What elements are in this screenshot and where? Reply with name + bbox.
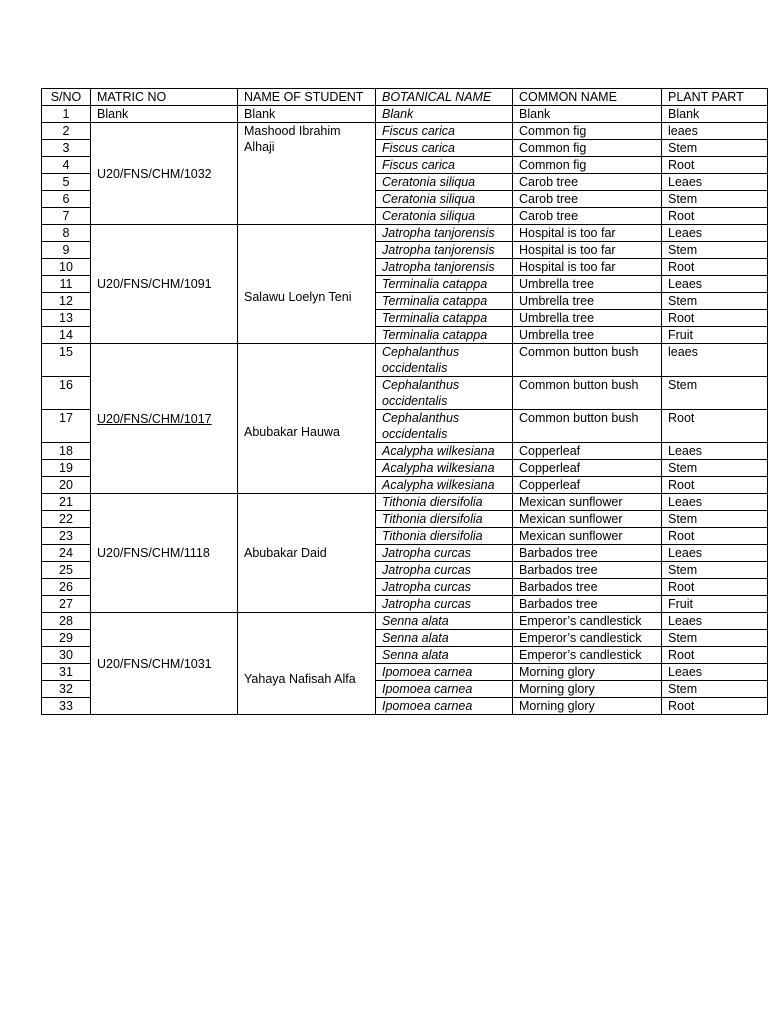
- cell-plant-part: Leaes: [662, 664, 768, 681]
- table-row: [42, 494, 768, 511]
- cell-sno: 28: [42, 613, 91, 630]
- cell-common-name: Umbrella tree: [513, 276, 662, 293]
- cell-sno: 22: [42, 511, 91, 528]
- table-row: [42, 613, 768, 630]
- cell-common-name: Hospital is too far: [513, 225, 662, 242]
- cell-sno: 10: [42, 259, 91, 276]
- cell-common-name: Copperleaf: [513, 460, 662, 477]
- cell-sno: 33: [42, 698, 91, 715]
- student-name-text: Abubakar Hauwa: [244, 425, 340, 439]
- cell-botanical-name: Fiscus carica: [376, 140, 513, 157]
- cell-common-name: Common fig: [513, 123, 662, 140]
- cell-common-name: Barbados tree: [513, 596, 662, 613]
- cell-sno: 3: [42, 140, 91, 157]
- cell-plant-part: Stem: [662, 377, 768, 410]
- cell-common-name: Carob tree: [513, 191, 662, 208]
- cell-plant-part: Root: [662, 698, 768, 715]
- matric-no-text: U20/FNS/CHM/1031: [97, 656, 212, 671]
- cell-common-name: Common button bush: [513, 410, 662, 443]
- student-name-text: Yahaya Nafisah Alfa: [244, 672, 356, 686]
- cell-matric-no: [91, 613, 238, 715]
- header-part: PLANT PART: [662, 89, 768, 106]
- cell-student-name: [238, 613, 376, 715]
- cell-botanical-name: Ipomoea carnea: [376, 681, 513, 698]
- cell-plant-part: Stem: [662, 511, 768, 528]
- cell-plant-part: Stem: [662, 562, 768, 579]
- cell-botanical-name: Tithonia diersifolia: [376, 528, 513, 545]
- cell-botanical-name: Tithonia diersifolia: [376, 494, 513, 511]
- cell-matric-no: [91, 225, 238, 344]
- cell-botanical-name: Ipomoea carnea: [376, 698, 513, 715]
- cell-botanical-name: Terminalia catappa: [376, 327, 513, 344]
- cell-common-name: Mexican sunflower: [513, 528, 662, 545]
- cell-plant-part: Leaes: [662, 174, 768, 191]
- cell-sno: 2: [42, 123, 91, 140]
- cell-sno: 18: [42, 443, 91, 460]
- cell-sno: 5: [42, 174, 91, 191]
- cell-common-name: Common button bush: [513, 344, 662, 377]
- cell-plant-part: Fruit: [662, 596, 768, 613]
- cell-botanical-name: Jatropha curcas: [376, 579, 513, 596]
- cell-common-name: Emperor’s candlestick: [513, 613, 662, 630]
- cell-botanical-name: Fiscus carica: [376, 123, 513, 140]
- cell-common-name: Emperor’s candlestick: [513, 647, 662, 664]
- cell-botanical-name: Cephalanthus occidentalis: [376, 377, 513, 410]
- table-row: [42, 225, 768, 242]
- cell-plant-part: Leaes: [662, 225, 768, 242]
- cell-common-name: Copperleaf: [513, 477, 662, 494]
- cell-botanical-name: Acalypha wilkesiana: [376, 477, 513, 494]
- cell-plant-part: Root: [662, 410, 768, 443]
- cell-botanical-name: Senna alata: [376, 630, 513, 647]
- cell-botanical-name: Cephalanthus occidentalis: [376, 410, 513, 443]
- student-name-text: Abubakar Daid: [244, 546, 327, 560]
- cell-matric-no: [91, 106, 238, 123]
- cell-common-name: Barbados tree: [513, 562, 662, 579]
- cell-plant-part: Root: [662, 157, 768, 174]
- cell-common-name: Mexican sunflower: [513, 494, 662, 511]
- cell-common-name: Morning glory: [513, 681, 662, 698]
- cell-plant-part: Root: [662, 259, 768, 276]
- cell-botanical-name: Fiscus carica: [376, 157, 513, 174]
- cell-common-name: Common button bush: [513, 377, 662, 410]
- cell-sno: 11: [42, 276, 91, 293]
- cell-common-name: Copperleaf: [513, 443, 662, 460]
- cell-sno: 1: [42, 106, 91, 123]
- cell-plant-part: leaes: [662, 123, 768, 140]
- cell-sno: 9: [42, 242, 91, 259]
- cell-botanical-name: Jatropha curcas: [376, 545, 513, 562]
- matric-no-text: U20/FNS/CHM/1017: [97, 411, 212, 426]
- cell-common-name: Hospital is too far: [513, 259, 662, 276]
- cell-plant-part: Leaes: [662, 613, 768, 630]
- cell-common-name: Mexican sunflower: [513, 511, 662, 528]
- cell-plant-part: Leaes: [662, 545, 768, 562]
- cell-sno: 23: [42, 528, 91, 545]
- cell-botanical-name: Senna alata: [376, 647, 513, 664]
- cell-botanical-name: Cephalanthus occidentalis: [376, 344, 513, 377]
- cell-sno: 30: [42, 647, 91, 664]
- matric-no-text: U20/FNS/CHM/1032: [97, 166, 212, 181]
- cell-sno: 17: [42, 410, 91, 443]
- cell-plant-part: Leaes: [662, 494, 768, 511]
- cell-plant-part: Leaes: [662, 443, 768, 460]
- cell-plant-part: Root: [662, 528, 768, 545]
- header-matric: MATRIC NO: [91, 89, 238, 106]
- cell-common-name: Umbrella tree: [513, 310, 662, 327]
- matric-no-text: Blank: [97, 107, 129, 121]
- student-name-text: Blank: [244, 107, 276, 121]
- cell-sno: 12: [42, 293, 91, 310]
- cell-student-name: [238, 344, 376, 494]
- cell-common-name: Common fig: [513, 140, 662, 157]
- header-common: COMMON NAME: [513, 89, 662, 106]
- cell-sno: 19: [42, 460, 91, 477]
- cell-sno: 31: [42, 664, 91, 681]
- cell-botanical-name: Tithonia diersifolia: [376, 511, 513, 528]
- cell-common-name: Barbados tree: [513, 545, 662, 562]
- table-row: [42, 344, 768, 377]
- cell-sno: 6: [42, 191, 91, 208]
- cell-botanical-name: Blank: [376, 106, 513, 123]
- student-name-text: Salawu Loelyn Teni: [244, 290, 352, 304]
- cell-botanical-name: Acalypha wilkesiana: [376, 443, 513, 460]
- cell-plant-part: Leaes: [662, 276, 768, 293]
- header-botanical: BOTANICAL NAME: [376, 89, 513, 106]
- table-row: [42, 123, 768, 140]
- cell-common-name: Common fig: [513, 157, 662, 174]
- cell-sno: 29: [42, 630, 91, 647]
- table-body: [42, 106, 768, 715]
- cell-sno: 4: [42, 157, 91, 174]
- cell-plant-part: Stem: [662, 681, 768, 698]
- cell-plant-part: Stem: [662, 242, 768, 259]
- header-row: [42, 89, 768, 106]
- plant-parts-table: [41, 88, 768, 715]
- cell-botanical-name: Terminalia catappa: [376, 276, 513, 293]
- cell-botanical-name: Terminalia catappa: [376, 293, 513, 310]
- cell-sno: 20: [42, 477, 91, 494]
- table-row: [42, 106, 768, 123]
- cell-botanical-name: Senna alata: [376, 613, 513, 630]
- matric-no-text: U20/FNS/CHM/1091: [97, 277, 212, 291]
- cell-plant-part: Root: [662, 310, 768, 327]
- cell-plant-part: Root: [662, 208, 768, 225]
- cell-sno: 25: [42, 562, 91, 579]
- cell-plant-part: leaes: [662, 344, 768, 377]
- student-name-text: Mashood Ibrahim Alhaji: [244, 124, 341, 154]
- cell-sno: 8: [42, 225, 91, 242]
- cell-botanical-name: Jatropha tanjorensis: [376, 242, 513, 259]
- cell-matric-no: [91, 123, 238, 225]
- cell-common-name: Carob tree: [513, 208, 662, 225]
- cell-sno: 7: [42, 208, 91, 225]
- cell-matric-no: [91, 344, 238, 494]
- cell-sno: 15: [42, 344, 91, 377]
- cell-botanical-name: Jatropha tanjorensis: [376, 225, 513, 242]
- cell-sno: 21: [42, 494, 91, 511]
- cell-student-name: [238, 106, 376, 123]
- cell-sno: 27: [42, 596, 91, 613]
- cell-plant-part: Root: [662, 477, 768, 494]
- cell-botanical-name: Ceratonia siliqua: [376, 174, 513, 191]
- matric-no-text: U20/FNS/CHM/1118: [97, 546, 210, 560]
- cell-sno: 26: [42, 579, 91, 596]
- cell-sno: 24: [42, 545, 91, 562]
- header-sno: S/NO: [42, 89, 91, 106]
- cell-common-name: Umbrella tree: [513, 327, 662, 344]
- cell-common-name: Barbados tree: [513, 579, 662, 596]
- cell-sno: 32: [42, 681, 91, 698]
- cell-matric-no: [91, 494, 238, 613]
- cell-botanical-name: Ceratonia siliqua: [376, 208, 513, 225]
- cell-common-name: Hospital is too far: [513, 242, 662, 259]
- cell-plant-part: Root: [662, 647, 768, 664]
- cell-plant-part: Fruit: [662, 327, 768, 344]
- cell-common-name: Umbrella tree: [513, 293, 662, 310]
- cell-plant-part: Root: [662, 579, 768, 596]
- cell-botanical-name: Terminalia catappa: [376, 310, 513, 327]
- cell-plant-part: Blank: [662, 106, 768, 123]
- cell-common-name: Carob tree: [513, 174, 662, 191]
- cell-plant-part: Stem: [662, 191, 768, 208]
- cell-plant-part: Stem: [662, 630, 768, 647]
- cell-botanical-name: Jatropha curcas: [376, 596, 513, 613]
- cell-plant-part: Stem: [662, 140, 768, 157]
- cell-plant-part: Stem: [662, 460, 768, 477]
- header-student: NAME OF STUDENT: [238, 89, 376, 106]
- cell-botanical-name: Ceratonia siliqua: [376, 191, 513, 208]
- cell-botanical-name: Jatropha curcas: [376, 562, 513, 579]
- cell-common-name: Emperor’s candlestick: [513, 630, 662, 647]
- cell-student-name: [238, 123, 376, 225]
- cell-student-name: [238, 225, 376, 344]
- cell-common-name: Morning glory: [513, 664, 662, 681]
- cell-sno: 14: [42, 327, 91, 344]
- cell-plant-part: Stem: [662, 293, 768, 310]
- cell-sno: 16: [42, 377, 91, 410]
- cell-botanical-name: Jatropha tanjorensis: [376, 259, 513, 276]
- cell-common-name: Blank: [513, 106, 662, 123]
- cell-sno: 13: [42, 310, 91, 327]
- cell-common-name: Morning glory: [513, 698, 662, 715]
- cell-botanical-name: Acalypha wilkesiana: [376, 460, 513, 477]
- cell-botanical-name: Ipomoea carnea: [376, 664, 513, 681]
- cell-student-name: [238, 494, 376, 613]
